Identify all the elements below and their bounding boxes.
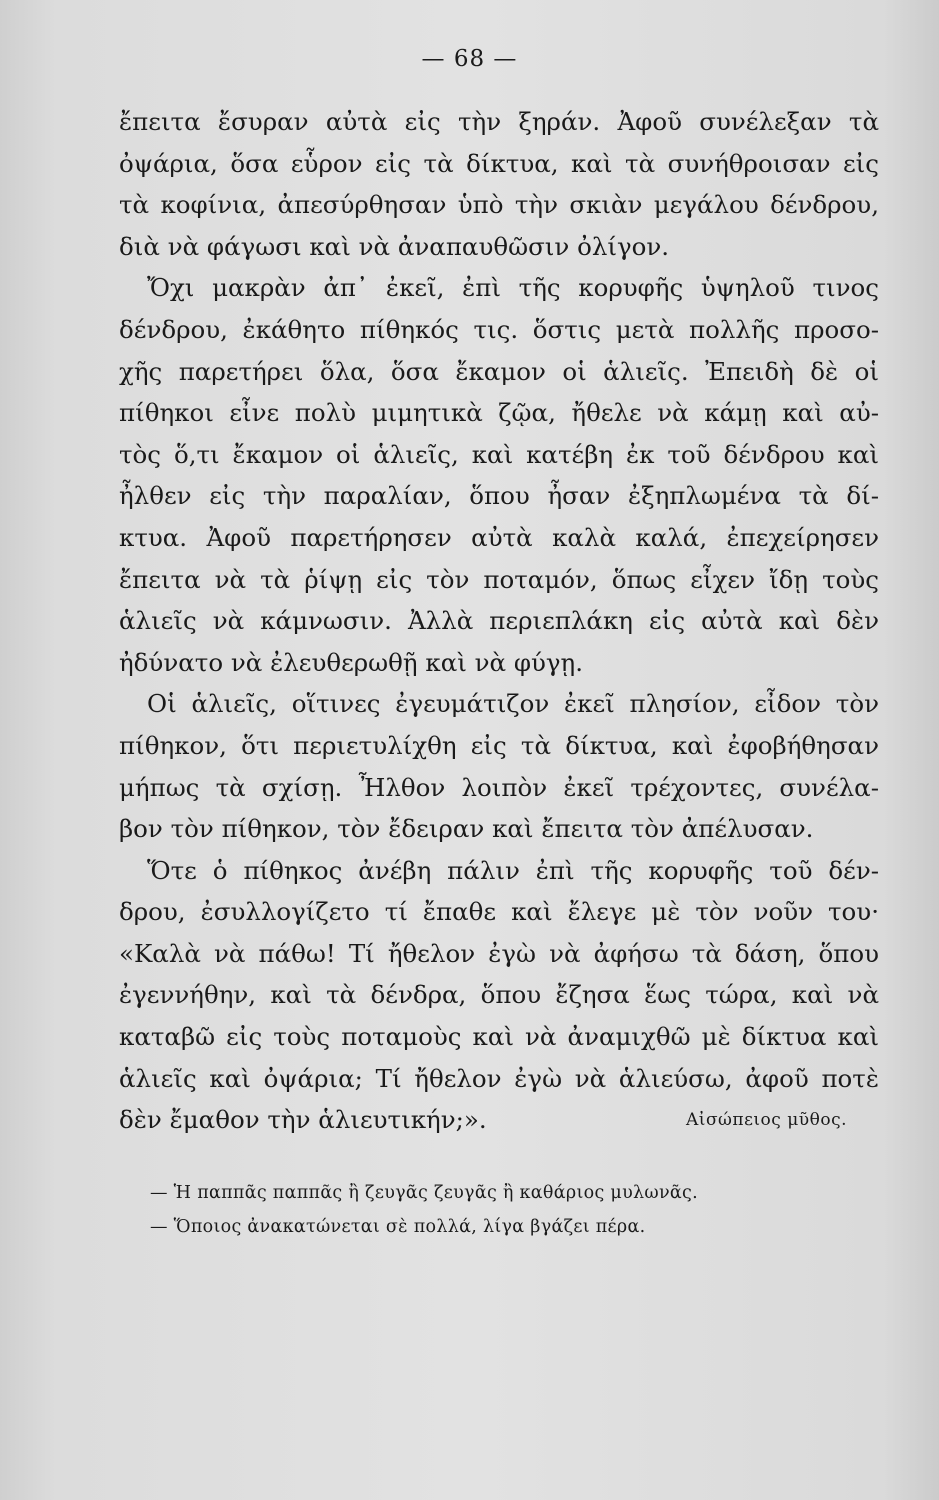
- text-line: Οἱ ἁλιεῖς, οἵτινες ἐγευμάτιζον ἐκεῖ πλησίον, εἶδον τὸν: [147, 689, 879, 719]
- text-line: ἁλιεῖς νὰ κάμνωσιν. Ἀλλὰ περιεπλάκη εἰς αὐτὰ καὶ δὲν: [119, 606, 879, 636]
- text-line: πίθηκον, ὅτι περιετυλίχθη εἰς τὰ δίκτυα, καὶ ἐφοβήθησαν: [119, 730, 879, 760]
- body-text: [119, 101, 879, 1141]
- text-line: κτυα. Ἀφοῦ παρετήρησεν αὐτὰ καλὰ καλά, ἐπεχείρησεν: [119, 522, 879, 552]
- source-attribution: Αἰσώπειος μῦθος.: [686, 1110, 847, 1130]
- text-line: ἔπειτα ἔσυραν αὐτὰ εἰς τὴν ξηράν. Ἀφοῦ συνέλεξαν τὰ: [119, 107, 879, 136]
- text-line: «Καλὰ νὰ πάθω! Τί ἤθελον ἐγὼ νὰ ἀφήσω τὰ δάση, ὅπου: [119, 938, 879, 968]
- text-line: τὸς ὅ,τι ἔκαμον οἱ ἁλιεῖς, καὶ κατέβη ἐκ τοῦ δένδρου καὶ: [119, 439, 879, 469]
- text-line: μήπως τὰ σχίσῃ. Ἦλθον λοιπὸν ἐκεῖ τρέχοντες, συνέλα-: [119, 772, 879, 802]
- text-line: διὰ νὰ φάγωσι καὶ νὰ ἀναπαυθῶσιν ὀλίγον.: [119, 231, 670, 261]
- text-line: Ὄχι μακρὰν ἀπ᾽ ἐκεῖ, ἐπὶ τῆς κορυφῆς ὑψηλοῦ τινος: [147, 273, 879, 303]
- text-line: χῆς παρετήρει ὅλα, ὅσα ἔκαμον οἱ ἁλιεῖς. Ἐπειδὴ δὲ οἱ: [119, 356, 879, 386]
- text-line: ἦλθεν εἰς τὴν παραλίαν, ὅπου ἦσαν ἐξηπλωμένα τὰ δί-: [119, 481, 879, 511]
- text-line: τὰ κοφίνια, ἀπεσύρθησαν ὑπὸ τὴν σκιὰν μεγάλου δένδρου,: [119, 190, 879, 220]
- text-line: καταβῶ εἰς τοὺς ποταμοὺς καὶ νὰ ἀναμιχθῶ μὲ δίκτυα καὶ: [119, 1022, 879, 1052]
- text-line: ἔπειτα νὰ τὰ ῥίψῃ εἰς τὸν ποταμόν, ὅπως εἶχεν ἴδῃ τοὺς: [119, 564, 879, 594]
- text-line: ἐγεννήθην, καὶ τὰ δένδρα, ὅπου ἔζησα ἕως τώρα, καὶ νὰ: [119, 980, 879, 1010]
- footnote-proverb: — Ὅποιος ἀνακατώνεται σὲ πολλά, λίγα βγάζει πέρα.: [150, 1217, 646, 1237]
- text-line: δὲν ἔμαθον τὴν ἁλιευτικήν;».: [119, 1105, 487, 1135]
- text-line: ἠδύνατο νὰ ἐλευθερωθῇ καὶ νὰ φύγῃ.: [119, 647, 584, 677]
- text-line: βον τὸν πίθηκον, τὸν ἔδειραν καὶ ἔπειτα τὸν ἀπέλυσαν.: [119, 814, 814, 844]
- text-line: ὀψάρια, ὅσα εὗρον εἰς τὰ δίκτυα, καὶ τὰ συνήθροισαν εἰς: [119, 148, 879, 178]
- page-number: — 68 —: [421, 46, 518, 72]
- text-line: δένδρου, ἐκάθητο πίθηκός τις. ὅστις μετὰ πολλῆς προσο-: [119, 314, 879, 344]
- text-line: δρου, ἐσυλλογίζετο τί ἔπαθε καὶ ἔλεγε μὲ τὸν νοῦν του·: [119, 897, 879, 927]
- text-line: πίθηκοι εἶνε πολὺ μιμητικὰ ζῷα, ἤθελε νὰ κάμῃ καὶ αὐ-: [119, 398, 879, 428]
- text-line: Ὅτε ὁ πίθηκος ἀνέβη πάλιν ἐπὶ τῆς κορυφῆς τοῦ δέν-: [147, 855, 879, 885]
- footnote-proverb: — Ἡ παππᾶς παππᾶς ἢ ζευγᾶς ζευγᾶς ἢ καθάριος μυλωνᾶς.: [150, 1183, 699, 1203]
- footnotes: [150, 1176, 698, 1244]
- text-line: ἁλιεῖς καὶ ὀψάρια; Τί ἤθελον ἐγὼ νὰ ἁλιεύσω, ἀφοῦ ποτὲ: [119, 1063, 879, 1093]
